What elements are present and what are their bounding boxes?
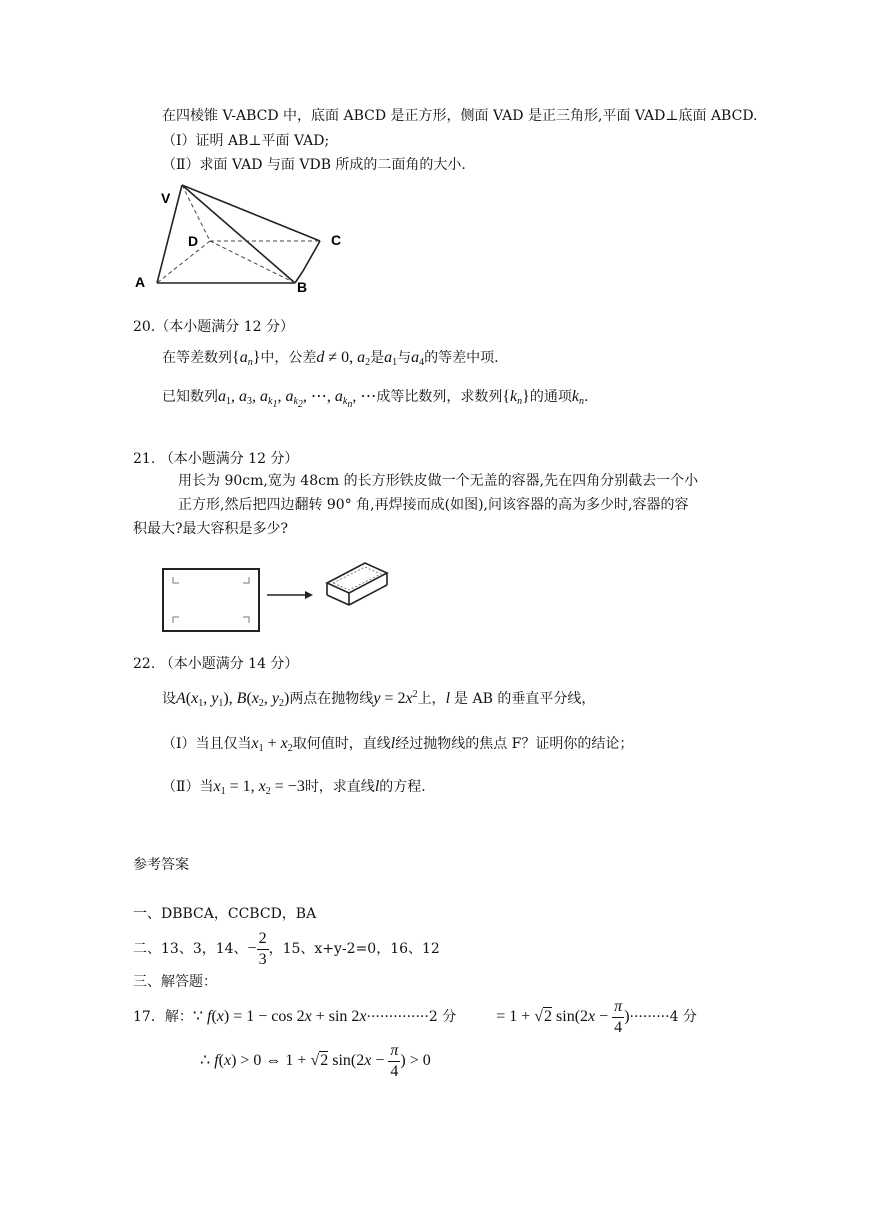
q21-line2: 正方形,然后把四边翻转 90° 角,再焊接而成(如图),问该容器的高为多少时,容器的容 <box>178 497 689 513</box>
answers-line1: 一、DBBCA，CCBCD，BA <box>133 906 317 922</box>
pyramid-figure <box>125 175 365 300</box>
answers-line3: 三、解答题： <box>133 974 217 990</box>
label-v: V <box>161 190 171 206</box>
q21-line3: 积最大?最大容积是多少? <box>133 521 289 537</box>
box-figure <box>155 555 395 637</box>
q21-line1: 用长为 90cm,宽为 48cm 的长方形铁皮做一个无盖的容器,先在四角分别截去一个小 <box>178 473 699 489</box>
answers-title: 参考答案 <box>133 857 189 873</box>
q22-part1: （Ⅰ）当且仅当$x_1 + x_2$取何值时，直线l经过抛物线的焦点 F？证明你的结论； <box>162 735 634 754</box>
q19-intro: 在四棱锥 V-ABCD 中，底面 ABCD 是正方形，侧面 VAD 是正三角形,平面 VAD⊥底面 ABCD. <box>162 108 758 124</box>
q20-head: 20.（本小题满分 12 分） <box>133 319 294 335</box>
q20-line1: 在等差数列$\{a_n\}$中，公差d ≠ 0, $a_2$是$a_1$与$a_4$的等差中项. <box>162 349 499 368</box>
q21-head: 21. （本小题满分 12 分） <box>133 451 299 467</box>
q19-part1: （Ⅰ）证明 AB⊥平面 VAD; <box>162 133 330 149</box>
label-d: D <box>188 233 199 249</box>
q19-part2: （Ⅱ）求面 VAD 与面 VDB 所成的二面角的大小. <box>162 157 466 173</box>
q20-line2: 已知数列$a_1$, $a_3$, $a_{k_1}$, $a_{k_2}$, ⋯, $a_{k_n}$, ⋯成等比数列，求数列$\{k_n\}$的通项$k_n$. <box>162 388 589 410</box>
q22-part2: （Ⅱ）当$x_1 = 1$, $x_2 = -3$时，求直线l的方程. <box>162 778 426 797</box>
label-b: B <box>297 279 308 295</box>
answers-line4: 17．解：∵ f(x) = 1 − cos 2x + sin 2x··············2 分 = 1 + √2 sin(2x − $\frac{\pi}{4}$ )·········4 分 <box>133 997 697 1036</box>
q22-head: 22. （本小题满分 14 分） <box>133 656 299 672</box>
answers-line2: 二、13、3，14、− $\frac{2}{3}$ ，15、x+y-2=0，16、12 <box>133 929 440 968</box>
label-a: A <box>135 274 146 290</box>
q22-line1: 设$A(x_1$, $y_1$), $B(x_2$, $y_2$)两点在抛物线$y = 2x^2$上，l 是 AB 的垂直平分线， <box>162 689 596 709</box>
answers-line5: ∴ f(x) > 0 ⇔ 1 + √2 sin(2x − $\frac{\pi}{4}$ ) > 0 <box>200 1041 431 1080</box>
label-c: C <box>331 232 342 248</box>
